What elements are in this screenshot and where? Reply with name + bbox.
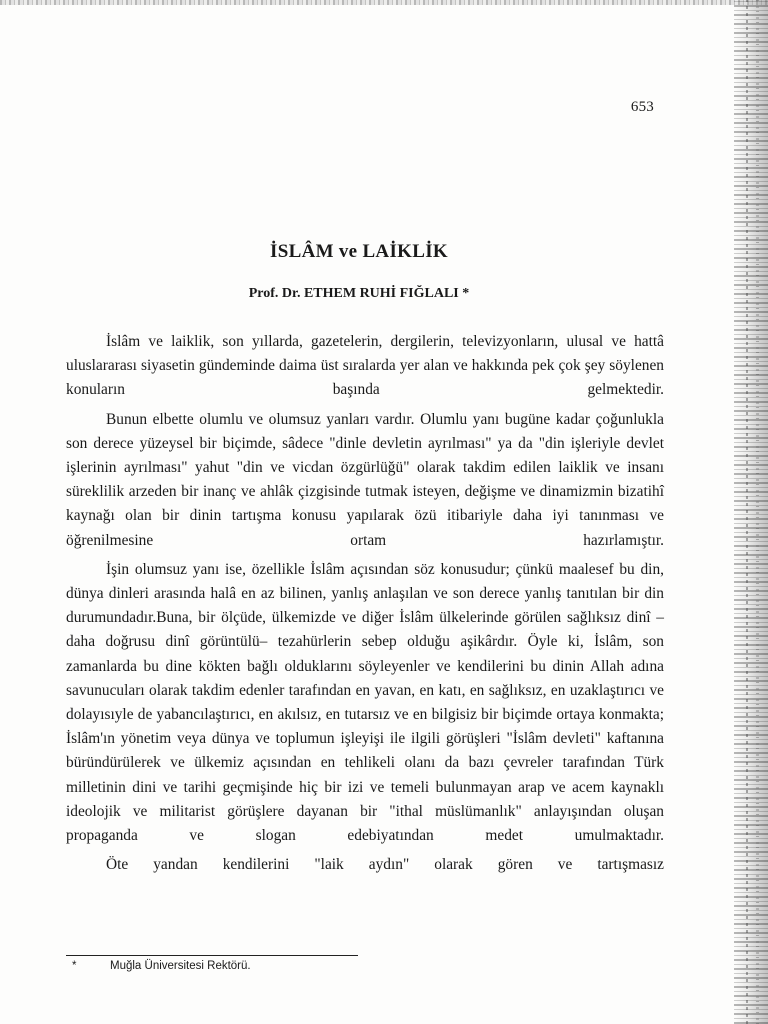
- footnote: [66, 960, 466, 972]
- author-line: Prof. Dr. ETHEM RUHİ FIĞLALI *: [248, 286, 470, 301]
- page-number: 653: [630, 99, 654, 115]
- footnote-marker: *: [72, 960, 77, 972]
- footnote-text: Muğla Üniversitesi Rektörü.: [110, 960, 251, 972]
- scan-binding-edge: [734, 0, 768, 1024]
- paragraph-2: Bunun elbette olumlu ve olumsuz yanları vardır. Olumlu yanı bugüne kadar çoğunlukla son derece yüzeysel bir biçimde, sâdece "dinle devletin ayrılması" ya da "din işleriyle devlet işlerinin ayrılması" yahut "din ve vicdan özgürlüğü" olarak takdim edilen laiklik ve insanı süreklilik arzeden bir inanç ve ahlâk çizgisinde tutmak isteyen, değişme ve dinamizmin bizatihî kaynağı olan bir dinin tartışma konusu yapılarak özü itibariyle daha iyi tanınması ve öğrenilmesine ortam hazırlamıştır.: [66, 410, 664, 549]
- paragraph-1: İslâm ve laiklik, son yıllarda, gazetelerin, dergilerin, televizyonların, ulusal ve hattâ uluslararası siyasetin gündeminde daima üst sıralarda yer alan ve hakkında pek çok şey söylenen konuların başında gelmektedir.: [66, 333, 664, 399]
- paragraph-4: Öte yandan kendilerini "laik aydın" olarak gören ve tartışmasız: [106, 856, 664, 874]
- article-body: [66, 330, 664, 877]
- scan-top-edge: [0, 0, 768, 5]
- paragraph-3: İşin olumsuz yanı ise, özellikle İslâm açısından söz konusudur; çünkü maalesef bu din, dünya dinleri arasında halâ en az bilinen, yanlış anlaşılan ve son derece yanlış tanıtılan bir din durumundadır.Buna, bir ölçüde, ülkemizde ve diğer İslâm ülkelerinde görülen sağlıksız dinî –daha doğrusu dinî görüntülü– tezahürlerin sebep olduğu aşikârdır. Öyle ki, İslâm, son zamanlarda bu dine kökten bağlı olduklarını söyleyenler ve kendilerini bu dinin Allah adına savunucuları olarak takdim edenler tarafından en yavan, en katı, en sağlıksız, en uzaklaştırıcı ve dolayısıyle de yabancılaştırıcı, en akılsız, en tutarsız ve en bilgisiz bir biçimde ortaya konmakta; İslâm'ın yönetim veya dünya ve toplumun işleyişi ile ilgili görüşleri "İslâm devleti" kaftanına büründürülerek ve ülkemiz açısından en tehlikeli olanı da bazı çevreler tarafından Türk milletinin dini ve tarihi geçmişinde hiç bir izi ve temeli bulunmayan arap ve acem kaynaklı ideolojik ve militarist görüşlere dayanan bir "ithal müslümanlık" anlayışından oluşan propaganda ve slogan edebiyatından medet umulmaktadır.: [66, 560, 664, 845]
- article-title: İSLÂM ve LAİKLİK: [270, 241, 448, 262]
- footnote-divider: [66, 955, 358, 956]
